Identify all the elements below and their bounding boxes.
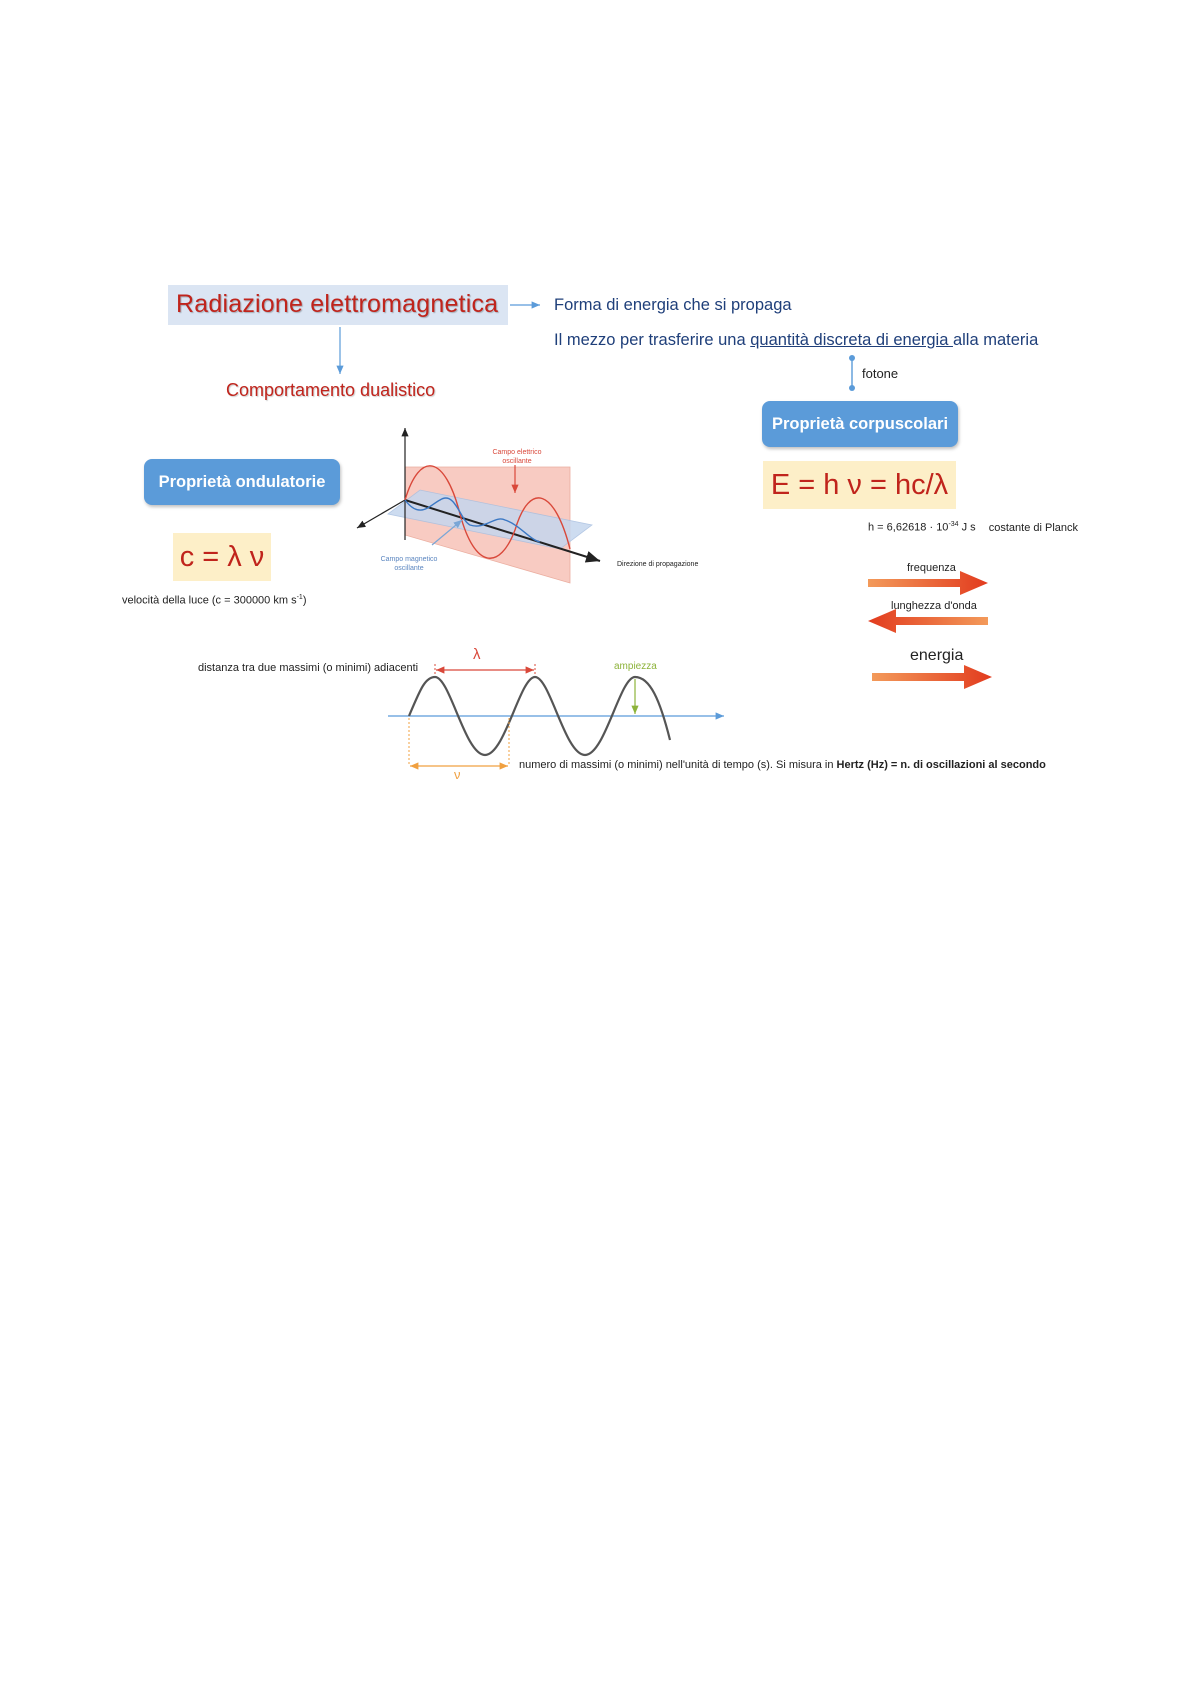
trend-arrows — [868, 571, 992, 689]
planck-constant — [868, 521, 1078, 534]
magnetic-field-label-line-2: oscillante — [394, 565, 424, 572]
electric-field-label — [490, 448, 544, 466]
definition-line-2-suffix: alla materia — [952, 331, 1039, 349]
planck-value: h = 6,62618 · 10 — [868, 521, 949, 534]
light-speed-caption-suffix: ) — [302, 594, 307, 607]
definition-line-2 — [554, 331, 1038, 350]
light-speed-formula: c = λ ν — [173, 533, 271, 581]
lambda-symbol: λ — [473, 646, 481, 663]
wavelength-arrow — [868, 609, 988, 633]
planck-unit: J s — [958, 521, 976, 534]
definition-line-2-underlined: quantità discreta di energia — [750, 331, 953, 349]
dualism-heading: Comportamento dualistico — [226, 380, 436, 400]
definition-line-2-prefix: Il mezzo per trasferire una — [554, 331, 751, 349]
electric-field-label-line-1: Campo elettrico — [492, 449, 542, 456]
page-title: Radiazione elettromagnetica — [176, 290, 499, 318]
photon-connector-dot-top — [849, 355, 855, 361]
definition-line-1: Forma di energia che si propaga — [554, 296, 792, 314]
energy-formula: E = h ν = hc/λ — [763, 461, 956, 509]
light-speed-caption-prefix: velocità della luce (c = 300000 km s — [122, 594, 297, 607]
particle-properties-pill: Proprietà corpuscolari — [762, 401, 958, 447]
planck-exponent: -34 — [948, 521, 959, 528]
frequency-label: frequenza — [907, 562, 956, 574]
magnetic-field-label-line-1: Campo magnetico — [380, 556, 438, 563]
energy-arrow — [872, 665, 992, 689]
frequency-caption-bold: Hertz (Hz) = n. di oscillazioni al secondo — [836, 759, 1046, 771]
light-speed-caption-sup: -1 — [296, 594, 303, 601]
planck-name: costante di Planck — [988, 521, 1079, 534]
light-speed-caption — [122, 594, 306, 607]
amplitude-label: ampiezza — [614, 661, 657, 672]
wave-properties-pill: Proprietà ondulatorie — [144, 459, 340, 505]
nu-symbol: ν — [454, 767, 461, 782]
photon-connector-dot-bottom — [849, 385, 855, 391]
electric-field-label-line-2: oscillante — [502, 458, 532, 465]
frequency-arrow — [868, 571, 988, 595]
wavelength-label: lunghezza d'onda — [891, 600, 977, 612]
wavelength-caption: distanza tra due massimi (o minimi) adiacenti — [198, 662, 419, 674]
energy-label: energia — [910, 647, 964, 664]
frequency-caption — [519, 759, 1046, 771]
magnetic-field-label — [374, 555, 444, 573]
propagation-direction-label: Direzione di propagazione — [617, 561, 699, 568]
photon-label: fotone — [862, 366, 899, 381]
frequency-caption-prefix: numero di massimi (o minimi) nell'unità di tempo (s). Si misura in — [519, 759, 837, 771]
sine-diagram — [388, 664, 724, 766]
